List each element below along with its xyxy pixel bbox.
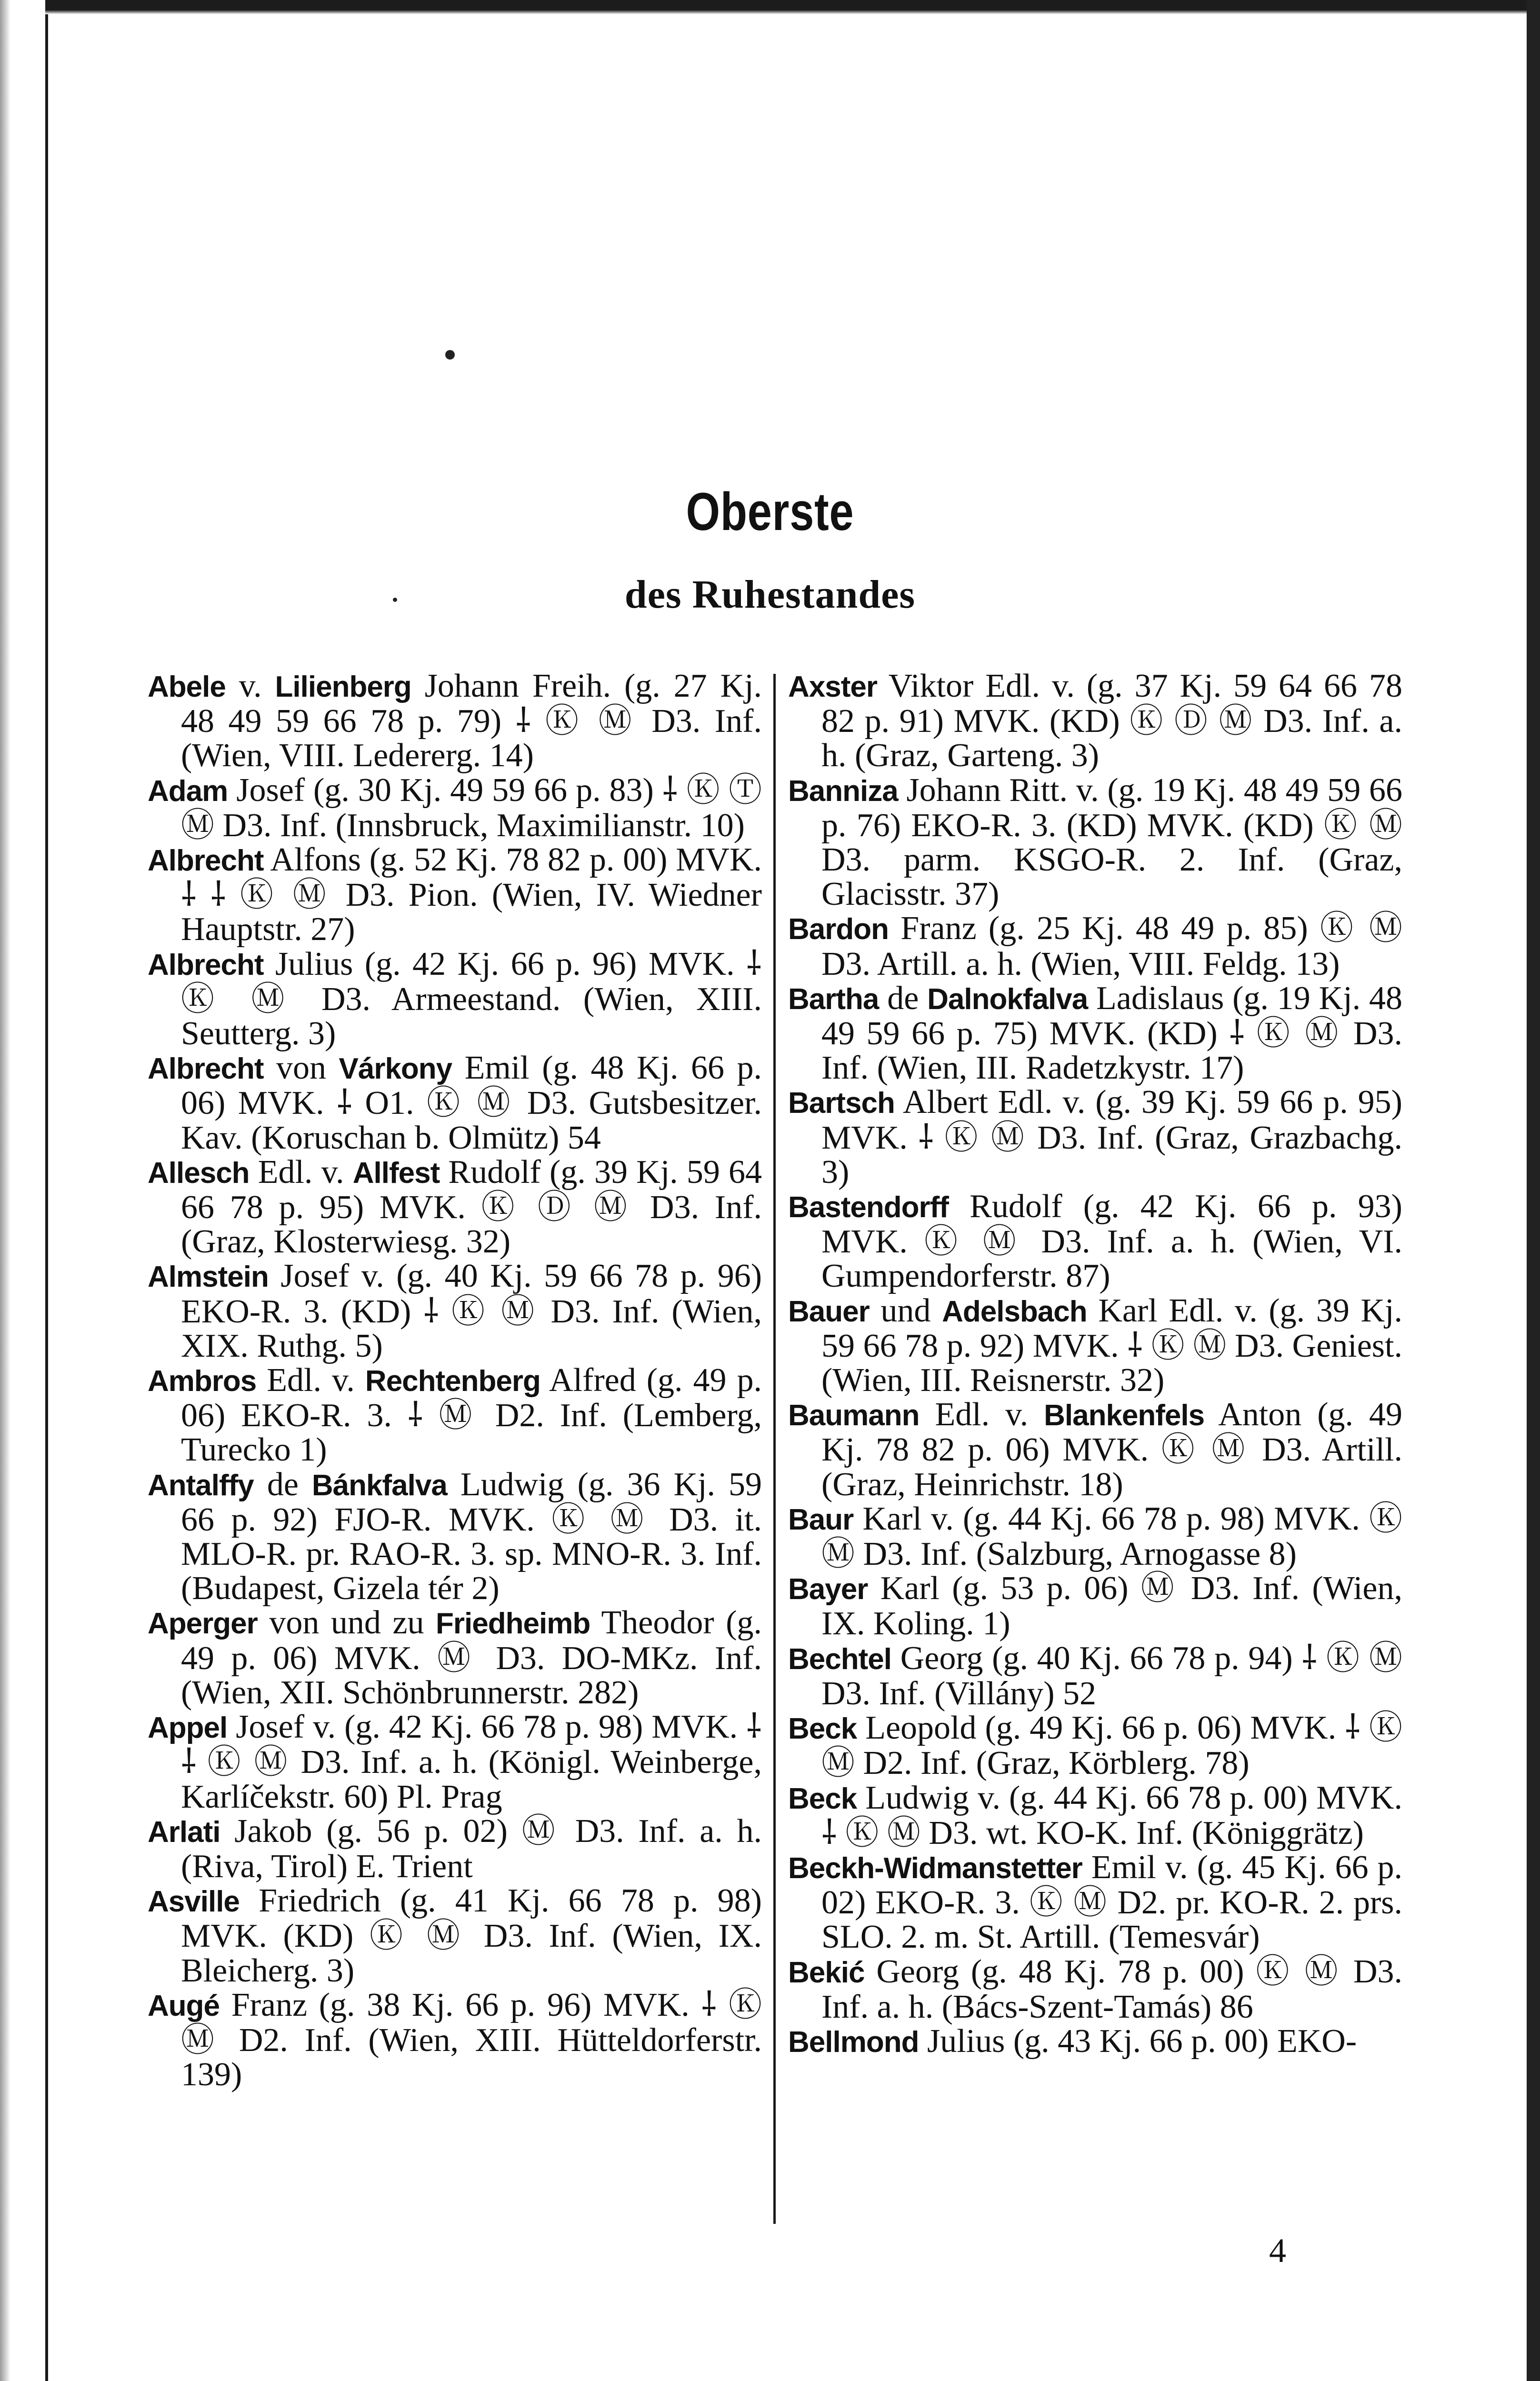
entry-surname: Axster <box>788 670 877 703</box>
page-edge-top <box>45 0 1540 14</box>
entry-surname: Beck <box>788 1782 857 1815</box>
entry-text: Edl. v. <box>267 1362 365 1399</box>
entry-surname: Bastendorff <box>788 1191 949 1224</box>
page-number: 4 <box>1269 2231 1286 2270</box>
directory-entry <box>148 773 762 843</box>
entry-text: Karl (g. 53 p. 06) Ⓜ D3. Inf. (Wien, IX. Koling. 1) <box>821 1570 1403 1642</box>
entry-text: Friedrich (g. 41 Kj. 66 78 p. 98) MVK. (KD) Ⓚ Ⓜ D3. Inf. (Wien, IX. Bleicherg. 3) <box>181 1882 762 1989</box>
directory-entry <box>788 2024 1402 2060</box>
directory-entry <box>788 669 1402 773</box>
entry-text: Alfred (g. 49 p. 06) EKO-R. 3. ⸸ Ⓜ D2. Inf. (Lemberg, Turecko 1) <box>181 1362 762 1469</box>
entry-surname: Antalffy <box>148 1469 254 1502</box>
entry-text: Alfons (g. 52 Kj. 78 82 p. 00) MVK. ⸸ ⸸ Ⓚ Ⓜ D3. Pion. (Wien, IV. Wiedner Hauptstr. 27) <box>181 841 762 948</box>
entry-surname: Bekić <box>788 1956 865 1989</box>
directory-entry <box>148 1988 762 2092</box>
entry-text: Julius (g. 42 Kj. 66 p. 96) MVK. ⸸ Ⓚ Ⓜ D3. Armeestand. (Wien, XIII. Seutterg. 3) <box>181 945 762 1052</box>
entry-text: Rudolf (g. 42 Kj. 66 p. 93) MVK. Ⓚ Ⓜ D3. Inf. a. h. (Wien, VI. Gumpendorferstr. 87) <box>821 1188 1402 1295</box>
entry-text: Theodor (g. 49 p. 06) MVK. Ⓜ D3. DO-MKz. Inf. (Wien, XII. Schönbrunnerstr. 282) <box>181 1604 762 1711</box>
entry-surname: Bayer <box>788 1573 868 1606</box>
entry-text: und <box>880 1292 942 1329</box>
entry-surname: Bardon <box>788 913 889 946</box>
directory-entry <box>788 773 1402 912</box>
entry-name-predicate: Rechtenberg <box>365 1365 540 1398</box>
column-divider <box>773 674 776 2224</box>
entry-surname: Bartsch <box>788 1087 895 1120</box>
directory-entry <box>788 1190 1402 1294</box>
directory-entry <box>148 1710 762 1814</box>
directory-entry <box>788 1085 1402 1190</box>
entry-surname: Adam <box>148 774 228 808</box>
entry-name-predicate: Várkony <box>339 1052 452 1086</box>
directory-entry <box>788 1781 1402 1851</box>
directory-entry <box>148 1606 762 1710</box>
directory-entry <box>788 1502 1402 1571</box>
directory-entry <box>788 1851 1402 1955</box>
entry-name-predicate: Dalnokfalva <box>927 982 1088 1016</box>
entry-surname: Albrecht <box>148 844 264 878</box>
entry-surname: Asville <box>148 1885 240 1919</box>
entry-surname: Beckh-Widmanstetter <box>788 1851 1082 1885</box>
entry-surname: Arlati <box>148 1815 220 1849</box>
entry-text: Viktor Edl. v. (g. 37 Kj. 59 64 66 78 82 p. 91) MVK. (KD) Ⓚ Ⓓ Ⓜ D3. Inf. a. h. (Graz, Garteng. 3) <box>821 668 1402 774</box>
entry-text: Albert Edl. v. (g. 39 Kj. 59 66 p. 95) MVK. ⸸ Ⓚ Ⓜ D3. Inf. (Graz, Grazbachg. 3) <box>821 1084 1402 1190</box>
directory-entry <box>148 669 762 773</box>
entry-text: Karl v. (g. 44 Kj. 66 78 p. 98) MVK. Ⓚ Ⓜ D3. Inf. (Salzburg, Arnogasse 8) <box>821 1500 1402 1573</box>
page-edge-right <box>1527 0 1540 2381</box>
entry-text: Edl. v. <box>258 1153 353 1190</box>
directory-entry <box>148 1884 762 1988</box>
entry-text: Anton (g. 49 Kj. 78 82 p. 06) MVK. Ⓚ Ⓜ D3. Artill. (Graz, Heinrichstr. 18) <box>821 1396 1403 1503</box>
entry-text: Johann Freih. (g. 27 Kj. 48 49 59 66 78 p. 79) ⸸ Ⓚ Ⓜ D3. Inf. (Wien, VIII. Ledererg. 14) <box>181 668 762 774</box>
entry-surname: Bellmond <box>788 2025 919 2059</box>
entry-text: Rudolf (g. 39 Kj. 59 64 66 78 p. 95) MVK. Ⓚ Ⓓ Ⓜ D3. Inf. (Graz, Klosterwiesg. 32) <box>181 1153 762 1261</box>
entry-surname: Baumann <box>788 1399 920 1432</box>
entry-text: Johann Ritt. v. (g. 19 Kj. 48 49 59 66 p. 76) EKO-R. 3. (KD) MVK. (KD) Ⓚ Ⓜ D3. parm. KSGO-R. 2. Inf. (Graz, Glacisstr. 37) <box>821 771 1403 913</box>
directory-entry <box>148 1363 762 1468</box>
entry-surname: Allesch <box>148 1156 250 1190</box>
entry-surname: Albrecht <box>148 948 264 981</box>
left-column <box>148 669 762 2092</box>
entry-text: Franz (g. 38 Kj. 66 p. 96) MVK. ⸸ Ⓚ Ⓜ D2. Inf. (Wien, XIII. Hütteldorferstr. 139) <box>181 1986 762 2093</box>
page-subtitle: des Ruhestandes <box>624 572 916 617</box>
entry-surname: Almstein <box>148 1261 269 1294</box>
directory-entry <box>148 1155 762 1260</box>
entry-surname: Ambros <box>148 1365 257 1398</box>
entry-surname: Appel <box>148 1711 228 1745</box>
entry-surname: Albrecht <box>148 1052 264 1086</box>
page-edge-left <box>0 0 10 2381</box>
entry-surname: Augé <box>148 1989 220 2022</box>
entry-name-predicate: Friedheimb <box>436 1607 590 1641</box>
entry-name-predicate: Allfest <box>352 1156 440 1190</box>
entry-surname: Aperger <box>148 1607 258 1641</box>
entry-name-predicate: Bánkfalva <box>311 1469 447 1502</box>
entry-surname: Baur <box>788 1503 854 1536</box>
entry-surname: Bauer <box>788 1295 870 1328</box>
directory-entry <box>148 1468 762 1606</box>
spine-line <box>45 0 48 2381</box>
entry-surname: Abele <box>148 670 226 703</box>
directory-entry <box>788 1571 1402 1641</box>
entry-text: Emil (g. 48 Kj. 66 p. 06) MVK. ⸸ O1. Ⓚ Ⓜ D3. Gutsbesitzer. Kav. (Koruschan b. Olmütz) 54 <box>181 1050 762 1156</box>
directory-entry <box>148 1814 762 1884</box>
entry-text: Ladislaus (g. 19 Kj. 48 49 59 66 p. 75) MVK. (KD) ⸸ Ⓚ Ⓜ D3. Inf. (Wien, III. Radetzkystr. 17) <box>821 980 1402 1087</box>
entry-text: Josef v. (g. 42 Kj. 66 78 p. 98) MVK. ⸸ ⸸ Ⓚ Ⓜ D3. Inf. a. h. (Königl. Weinberge, Karlíčekstr. 60) Pl. Prag <box>181 1709 762 1815</box>
entry-text: von und zu <box>269 1604 436 1641</box>
directory-entry <box>148 843 762 947</box>
directory-entry <box>148 1051 762 1155</box>
right-column <box>788 669 1402 2060</box>
entry-text: Ludwig v. (g. 44 Kj. 66 78 p. 00) MVK. ⸸ Ⓚ Ⓜ D3. wt. KO-K. Inf. (Königgrätz) <box>821 1779 1402 1851</box>
entry-text: Leopold (g. 49 Kj. 66 p. 06) MVK. ⸸ Ⓚ Ⓜ D2. Inf. (Graz, Körblerg. 78) <box>821 1710 1403 1782</box>
directory-entry <box>148 947 762 1051</box>
entry-text: Georg (g. 40 Kj. 66 78 p. 94) ⸸ Ⓚ Ⓜ D3. Inf. (Villány) 52 <box>821 1640 1403 1712</box>
entry-text: Jakob (g. 56 p. 02) Ⓜ D3. Inf. a. h. (Riva, Tirol) E. Trient <box>181 1812 762 1885</box>
entry-text: Emil v. (g. 45 Kj. 66 p. 02) EKO-R. 3. Ⓚ Ⓜ D2. pr. KO-R. 2. prs. SLO. 2. m. St. Artill. (Temesvár) <box>821 1849 1402 1956</box>
directory-entry <box>788 1641 1402 1711</box>
entry-surname: Bechtel <box>788 1642 891 1676</box>
directory-entry <box>148 1259 762 1363</box>
entry-text: v. <box>239 668 275 704</box>
directory-entry <box>788 911 1402 981</box>
entry-surname: Bartha <box>788 982 879 1016</box>
entry-text: von <box>276 1050 339 1087</box>
entry-text: Edl. v. <box>935 1396 1044 1433</box>
directory-entry <box>788 1955 1402 2024</box>
entry-name-predicate: Lilienberg <box>275 670 411 703</box>
entry-name-predicate: Adelsbach <box>942 1295 1087 1328</box>
entry-text: Franz (g. 25 Kj. 48 49 p. 85) Ⓚ Ⓜ D3. Artill. a. h. (Wien, VIII. Feldg. 13) <box>821 910 1402 982</box>
entry-text: Georg (g. 48 Kj. 78 p. 00) Ⓚ Ⓜ D3. Inf. a. h. (Bács-Szent-Tamás) 86 <box>821 1953 1403 2025</box>
entry-surname: Banniza <box>788 774 898 808</box>
entry-name-predicate: Blankenfels <box>1044 1399 1205 1432</box>
entry-text: Josef (g. 30 Kj. 49 59 66 p. 83) ⸸ Ⓚ Ⓣ Ⓜ D3. Inf. (Innsbruck, Maximilianstr. 10) <box>181 771 762 844</box>
directory-entry <box>788 1711 1402 1781</box>
entry-text: Ludwig (g. 36 Kj. 59 66 p. 92) FJO-R. MVK. Ⓚ Ⓜ D3. it. MLO-R. pr. RAO-R. 3. sp. MNO-R. 3. Inf. (Budapest, Gizela tér 2) <box>181 1466 762 1607</box>
directory-entry <box>788 981 1402 1086</box>
entry-text: Josef v. (g. 40 Kj. 59 66 78 p. 96) EKO-R. 3. (KD) ⸸ Ⓚ Ⓜ D3. Inf. (Wien, XIX. Ruthg. 5) <box>181 1258 762 1364</box>
entry-surname: Beck <box>788 1712 857 1746</box>
directory-entry <box>788 1294 1402 1398</box>
entry-text: de <box>267 1466 312 1503</box>
page-title: Oberste <box>686 482 854 541</box>
ink-speck <box>445 350 455 360</box>
entry-text: Karl Edl. v. (g. 39 Kj. 59 66 78 p. 92) MVK. ⸸ Ⓚ Ⓜ D3. Geniest. (Wien, III. Reisnerstr. 32) <box>821 1292 1403 1399</box>
directory-entry <box>788 1398 1402 1502</box>
entry-text: de <box>887 980 928 1017</box>
entry-text: Julius (g. 43 Kj. 66 p. 00) EKO- <box>927 2022 1357 2060</box>
